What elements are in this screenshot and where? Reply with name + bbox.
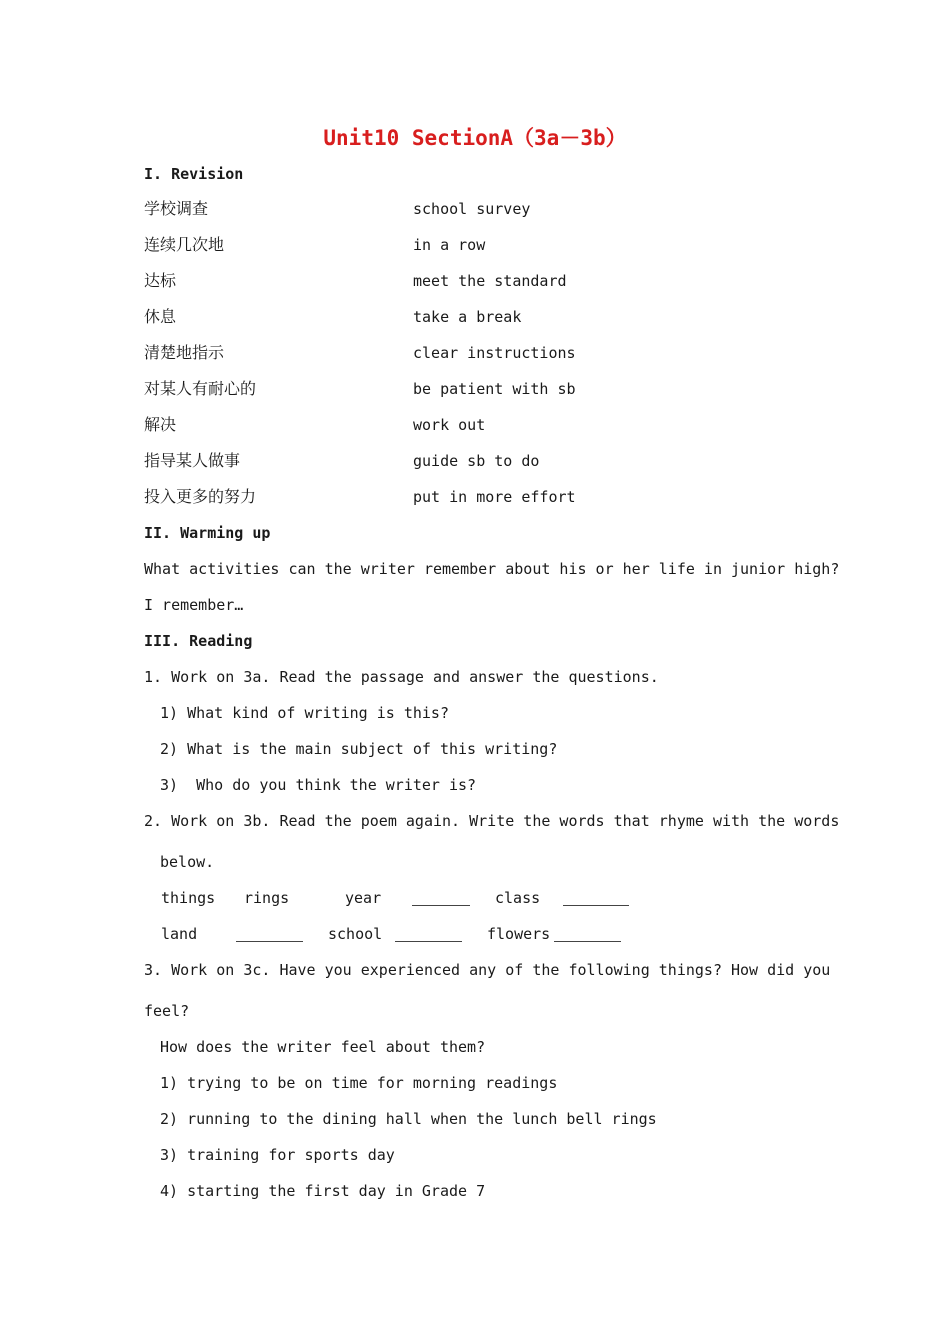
answer-blank[interactable] xyxy=(412,889,470,906)
answer-blank[interactable] xyxy=(554,925,621,942)
vocab-chinese: 投入更多的努力 xyxy=(144,487,257,506)
answer-blank[interactable] xyxy=(563,889,629,906)
task3-instruction-cont: feel? xyxy=(144,1002,190,1020)
task1-question: 1) What kind of writing is this? xyxy=(160,704,449,722)
vocab-chinese: 解决 xyxy=(144,415,177,434)
vocab-row xyxy=(144,307,844,327)
vocab-english: guide sb to do xyxy=(413,452,540,470)
vocab-english: meet the standard xyxy=(413,272,567,290)
task3-question: How does the writer feel about them? xyxy=(160,1038,486,1056)
vocab-english: in a row xyxy=(413,236,486,254)
vocab-row xyxy=(144,343,844,363)
vocab-chinese: 对某人有耐心的 xyxy=(144,379,257,398)
page-title: Unit10 SectionA（3a－3b） xyxy=(323,126,627,150)
vocab-row xyxy=(144,451,844,471)
task3-item: 1) trying to be on time for morning readings xyxy=(160,1074,558,1092)
task1-instruction: 1. Work on 3a. Read the passage and answer the questions. xyxy=(144,668,659,686)
task2-instruction: 2. Work on 3b. Read the poem again. Write the words that rhyme with the words xyxy=(144,812,840,830)
vocab-row xyxy=(144,487,844,507)
vocab-english: school survey xyxy=(413,200,531,218)
vocab-chinese: 连续几次地 xyxy=(144,235,225,254)
vocab-row xyxy=(144,379,844,399)
vocab-chinese: 学校调查 xyxy=(144,199,209,218)
warming-answer-prompt: I remember… xyxy=(144,596,244,614)
rhyme-word: land xyxy=(161,925,198,943)
vocab-chinese: 指导某人做事 xyxy=(144,451,241,470)
vocab-row xyxy=(144,415,844,435)
rhyme-word: things xyxy=(161,889,216,907)
rhyme-word: rings xyxy=(244,889,290,907)
task3-item: 3) training for sports day xyxy=(160,1146,395,1164)
answer-blank[interactable] xyxy=(395,925,462,942)
task3-instruction: 3. Work on 3c. Have you experienced any of the following things? How did you xyxy=(144,961,831,979)
task1-question: 2) What is the main subject of this writing? xyxy=(160,740,558,758)
vocab-english: take a break xyxy=(413,308,522,326)
answer-blank[interactable] xyxy=(236,925,303,942)
vocab-english: clear instructions xyxy=(413,344,576,362)
vocab-english: work out xyxy=(413,416,486,434)
vocab-chinese: 达标 xyxy=(144,271,177,290)
rhyme-word: class xyxy=(495,889,541,907)
task3-item: 4) starting the first day in Grade 7 xyxy=(160,1182,486,1200)
vocab-english: be patient with sb xyxy=(413,380,576,398)
task2-instruction-cont: below. xyxy=(160,853,215,871)
task3-item: 2) running to the dining hall when the lunch bell rings xyxy=(160,1110,657,1128)
vocab-row xyxy=(144,235,844,255)
warming-heading: II. Warming up xyxy=(144,524,271,542)
warming-question: What activities can the writer remember about his or her life in junior high? xyxy=(144,560,840,578)
rhyme-word: school xyxy=(328,925,383,943)
rhyme-word: flowers xyxy=(487,925,551,943)
vocab-chinese: 清楚地指示 xyxy=(144,343,225,362)
revision-heading: I. Revision xyxy=(144,165,244,183)
rhyme-word: year xyxy=(345,889,382,907)
vocab-chinese: 休息 xyxy=(144,307,177,326)
vocab-row xyxy=(144,199,844,219)
reading-heading: III. Reading xyxy=(144,632,253,650)
vocab-row xyxy=(144,271,844,291)
task1-question: 3) Who do you think the writer is? xyxy=(160,776,477,794)
vocab-english: put in more effort xyxy=(413,488,576,506)
